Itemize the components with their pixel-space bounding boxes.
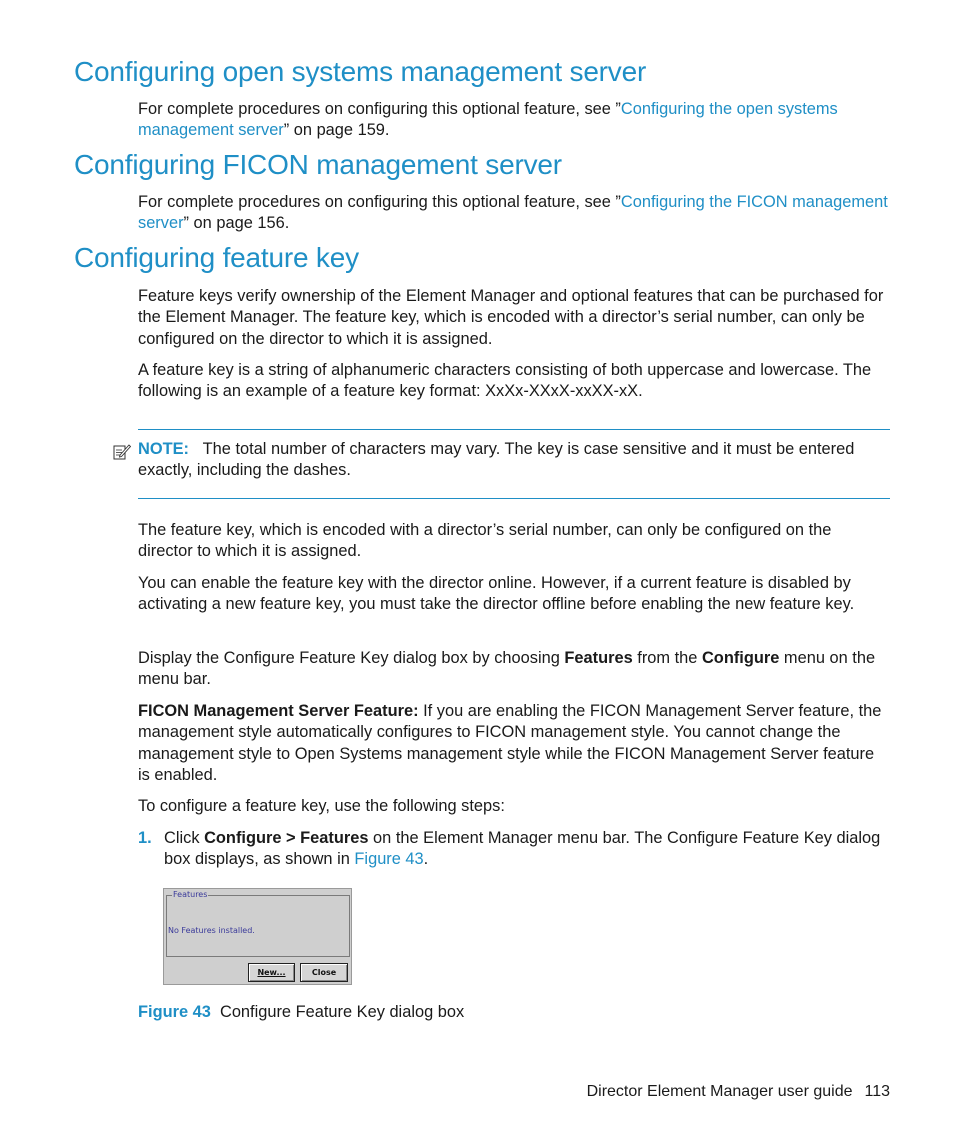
close-button[interactable]: Close (300, 963, 348, 982)
configure-feature-key-dialog (163, 888, 352, 985)
paragraph-feature-keys-verify: Feature keys verify ownership of the Element Manager and optional features that can be purchased for the Element Manager. The feature key, which is encoded with a director’s serial number, can only be configured on the director to which it is assigned. (138, 287, 884, 348)
note-label: NOTE: (138, 440, 189, 458)
page-footer (587, 1083, 890, 1101)
note-pencil-icon (113, 443, 131, 461)
paragraph-encoded-serial: The feature key, which is encoded with a director’s serial number, can only be configured on the director to which it is assigned. (138, 521, 832, 561)
section-heading-open-systems: Configuring open systems management server (74, 56, 647, 87)
features-status-text: No Features installed. (168, 926, 255, 935)
paragraph-enable-online: You can enable the feature key with the director online. However, if a current feature is disabled by activating a new feature key, you must take the director offline before enabling the new feature key. (138, 574, 855, 614)
link-ficon[interactable]: Configuring the FICON management server (138, 193, 888, 233)
features-group-legend: Features (173, 890, 208, 899)
new-button[interactable]: New... (248, 963, 295, 982)
link-open-systems[interactable]: Configuring the open systems management server (138, 100, 838, 140)
paragraph-feature-key-format: A feature key is a string of alphanumeric characters consisting of both uppercase and lowercase. The following is an example of a feature key format: XxXx-XXxX-xxXX-xX. (138, 361, 872, 401)
note-top-rule (138, 429, 890, 430)
note-bottom-rule (138, 498, 890, 499)
paragraph-ficon-feature: FICON Management Server Feature: If you are enabling the FICON Management Server feature, the management style automatically configures to FICON management style. You cannot change the management style to Open Systems management style while the FICON Management Server feature is enabled. (138, 702, 882, 785)
figure-caption: Figure 43 Configure Feature Key dialog box (138, 1003, 465, 1021)
footer-title: Director Element Manager user guide (586, 1083, 853, 1100)
step-1-text: Click Configure > Features on the Element Manager menu bar. The Configure Feature Key dialog box displays, as shown in Figure 43. (164, 829, 881, 869)
section-paragraph-open-systems: For complete procedures on configuring this optional feature, see ”Configuring the open systems management server” on page 159. (138, 100, 838, 140)
step-number: 1. (138, 829, 152, 847)
section-heading-feature-key: Configuring feature key (74, 242, 359, 273)
link-figure-43[interactable]: Figure 43 (354, 850, 424, 869)
features-group (166, 890, 350, 957)
paragraph-steps-intro: To configure a feature key, use the following steps: (138, 797, 505, 815)
note-paragraph: NOTE: The total number of characters may vary. The key is case sensitive and it must be entered exactly, including the dashes. (138, 440, 855, 480)
section-heading-ficon: Configuring FICON management server (74, 149, 562, 180)
section-paragraph-ficon: For complete procedures on configuring this optional feature, see ”Configuring the FICON management server” on page 156. (138, 193, 888, 233)
page-number: 113 (864, 1083, 890, 1100)
paragraph-display-dialog: Display the Configure Feature Key dialog box by choosing Features from the Configure menu on the menu bar. (138, 649, 876, 689)
